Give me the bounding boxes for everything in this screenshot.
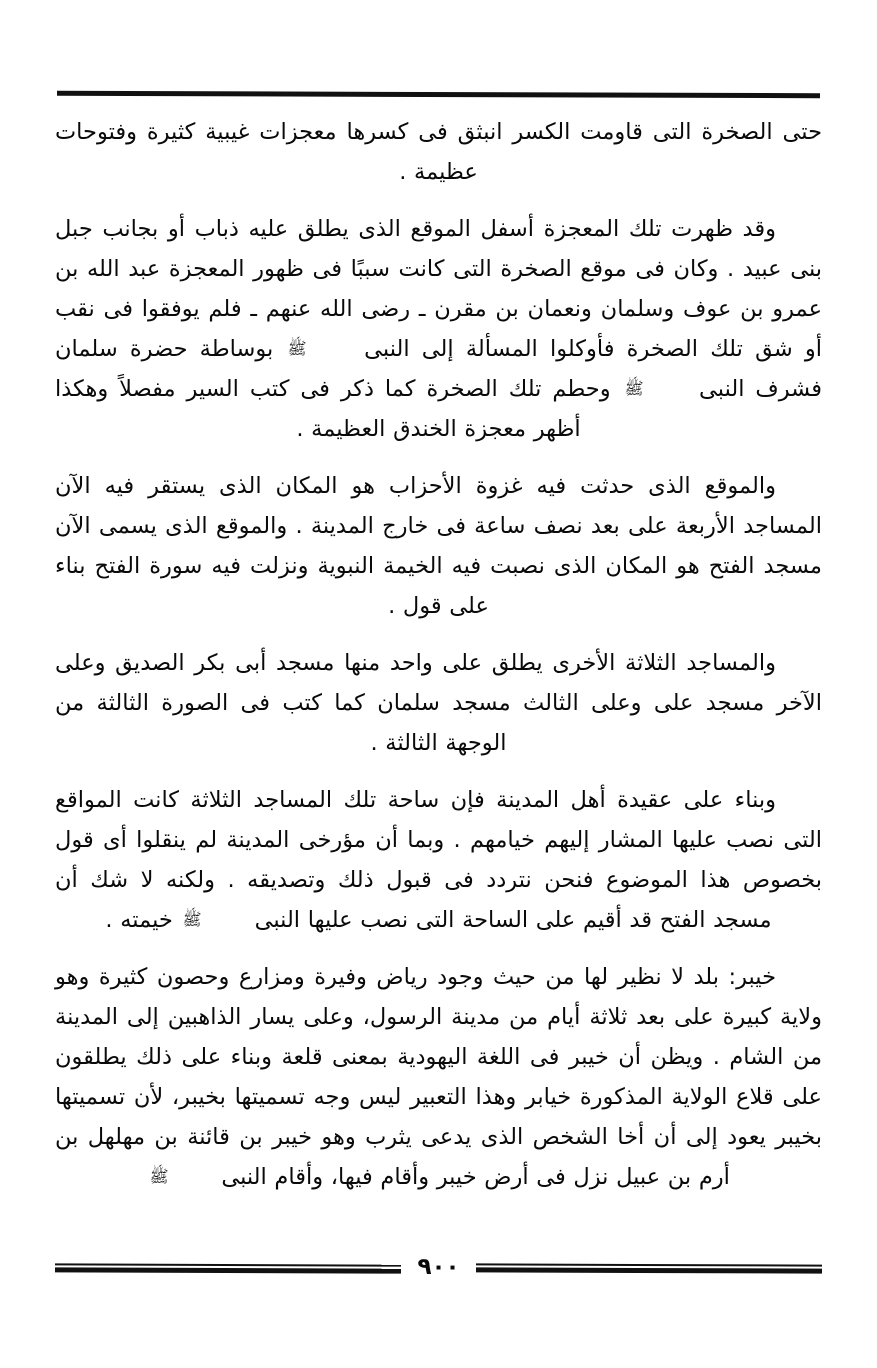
sallallahu-alayhi-wasallam-glyph: ﷺ bbox=[288, 339, 308, 359]
footer-rule-right bbox=[476, 1263, 822, 1273]
sallallahu-alayhi-wasallam-glyph: ﷺ bbox=[183, 910, 202, 930]
footer-rule-left bbox=[55, 1263, 401, 1273]
paragraph: خيبر: بلد لا نظير لها من حيث وجود رياض وفيرة ومزارع وحصون كثيرة وهو ولاية كبيرة على بعد ثلاثة أيام من مدينة الرسول، وعلى يسار الذاهبين إلى المدينة من الشام . ويظن أن خيبر فى اللغة اليهودية بمعنى قلعة وبناء على ذلك يطلقون على قلاع الولاية المذكورة خيابر وهذا التعبير ليس وجه تسميتها بخيبر، لأن تسميتها بخيبر يعود إلى أن أخا الشخص الذى يدعى يثرب وهو خيبر بن قائنة بن مهلهل بن أرم بن عبيل نزل فى أرض خيبر وأقام فيها، وأقام النبى ﷺ bbox=[55, 957, 822, 1197]
header-rule bbox=[57, 91, 820, 98]
paragraph: حتى الصخرة التى قاومت الكسر انبثق فى كسرها معجزات غيبية كثيرة وفتوحات عظيمة . bbox=[55, 119, 822, 185]
sallallahu-alayhi-wasallam-glyph: ﷺ bbox=[149, 1167, 169, 1187]
page-number: ٩٠٠ bbox=[417, 1254, 460, 1280]
sallallahu-alayhi-wasallam-glyph: ﷺ bbox=[624, 379, 644, 399]
page-footer bbox=[55, 1254, 822, 1280]
paragraph: وبناء على عقيدة أهل المدينة فإن ساحة تلك المساجد الثلاثة كانت المواقع التى نصب عليها المشار إليهم خيامهم . وبما أن مؤرخى المدينة لم ينقلوا أى قول بخصوص هذا الموضوع فنحن نتردد فى قبول ذلك وتصديقه . ولكنه لا شك أن مسجد الفتح قد أقيم على الساحة التى نصب عليها النبى ﷺ خيمته . bbox=[55, 780, 822, 940]
paragraph: وقد ظهرت تلك المعجزة أسفل الموقع الذى يطلق عليه ذباب أو بجانب جبل بنى عبيد . وكان فى موقع الصخرة التى كانت سببًا فى ظهور المعجزة عبد الله بن عمرو بن عوف وسلمان ونعمان بن مقرن ـ رضى الله عنهم ـ فلم يوفقوا فى نقب أو شق تلك الصخرة فأوكلوا المسألة إلى النبى ﷺ بوساطة حضرة سلمان فشرف النبى ﷺ وحطم تلك الصخرة كما ذكر فى كتب السير مفصلاً وهكذا أظهر معجزة الخندق العظيمة . bbox=[55, 216, 823, 442]
paragraph: والموقع الذى حدثت فيه غزوة الأحزاب هو المكان الذى يستقر فيه الآن المساجد الأربعة على بعد نصف ساعة فى خارج المدينة . والموقع الذى يسمى الآن مسجد الفتح هو المكان الذى نصبت فيه الخيمة النبوية ونزلت فيه سورة الفتح بناء على قول . bbox=[55, 473, 822, 619]
page-body-text bbox=[55, 112, 822, 1214]
paragraph: والمساجد الثلاثة الأخرى يطلق على واحد منها مسجد أبى بكر الصديق وعلى الآخر مسجد على وعلى الثالث مسجد سلمان كما كتب فى الصورة الثالثة من الوجهة الثالثة . bbox=[55, 650, 822, 756]
